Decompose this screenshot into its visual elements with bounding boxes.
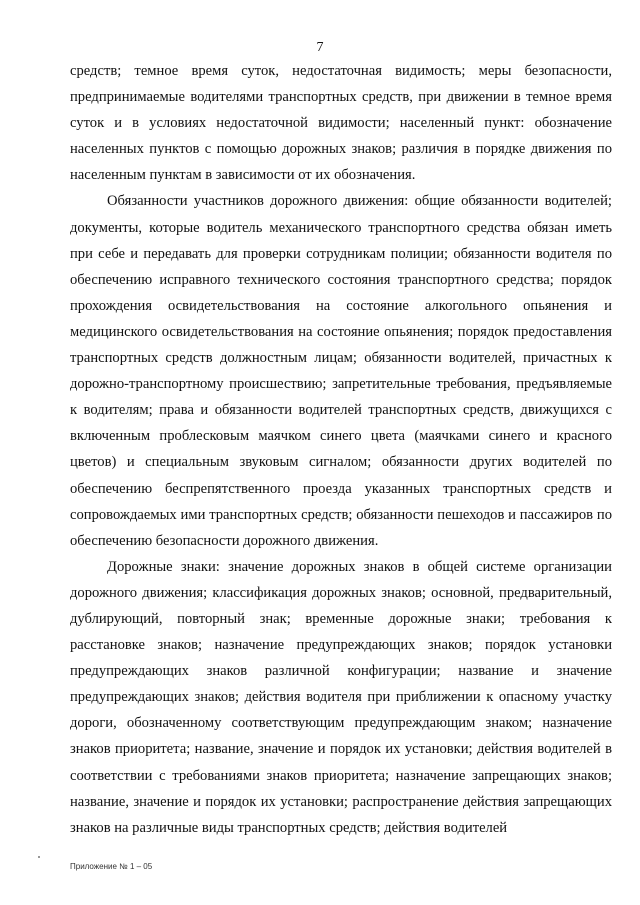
paragraph-participant-duties: Обязанности участников дорожного движения: общие обязанности водителей; документы, которые водитель механического транспортного средства обязан иметь при себе и передавать для проверки сотрудникам полиции; обязанности водителя по обеспечению исправного технического состояния транспортного средства; порядок прохождения освидетельствования на состояние алкогольного опьянения и медицинского освидетельствования на состояние опьянения; порядок предоставления транспортных средств должностным лицам; обязанности водителей, причастных к дорожно-транспортному происшествию; запретительные требования, предъявляемые к водителям; права и обязанности водителей транспортных средств, движущихся с включенным проблесковым маячком синего цвета (маячками синего и красного цветов) и специальным звуковым сигналом; обязанности других водителей по обеспечению беспрепятственного проезда указанных транспортных средств и сопровождаемых ими транспортных средств; обязанности пешеходов и пассажиров по обеспечению безопасности дорожного движения.	[70, 193, 612, 549]
page-number: 7	[316, 40, 324, 55]
document-body	[70, 58, 612, 841]
page-footer: Приложение № 1 – 05	[70, 862, 153, 871]
paragraph-road-signs: Дорожные знаки: значение дорожных знаков в общей системе организации дорожного движения; классификация дорожных знаков; основной, предварительный, дублирующий, повторный знак; временные дорожные знаки; требования к расстановке знаков; назначение предупреждающих знаков; порядок установки предупреждающих знаков различной конфигурации; название и значение предупреждающих знаков; действия водителя при приближении к опасному участку дороги, обозначенному соответствующим предупреждающим знаком; назначение знаков приоритета; название, значение и порядок их установки; действия водителей в соответствии с требованиями знаков приоритета; назначение запрещающих знаков; название, значение и порядок их установки; распространение действия запрещающих знаков на различные виды транспортных средств; действия водителей	[70, 558, 612, 836]
scan-speck	[38, 856, 40, 858]
paragraph-continuation: средств; темное время суток, недостаточная видимость; меры безопасности, предпринимаемые водителями транспортных средств, при движении в темное время суток и в условиях недостаточной видимости; населенный пункт: обозначение населенных пунктов с помощью дорожных знаков; различия в порядке движения по населенным пунктам в зависимости от их обозначения.	[70, 63, 612, 184]
